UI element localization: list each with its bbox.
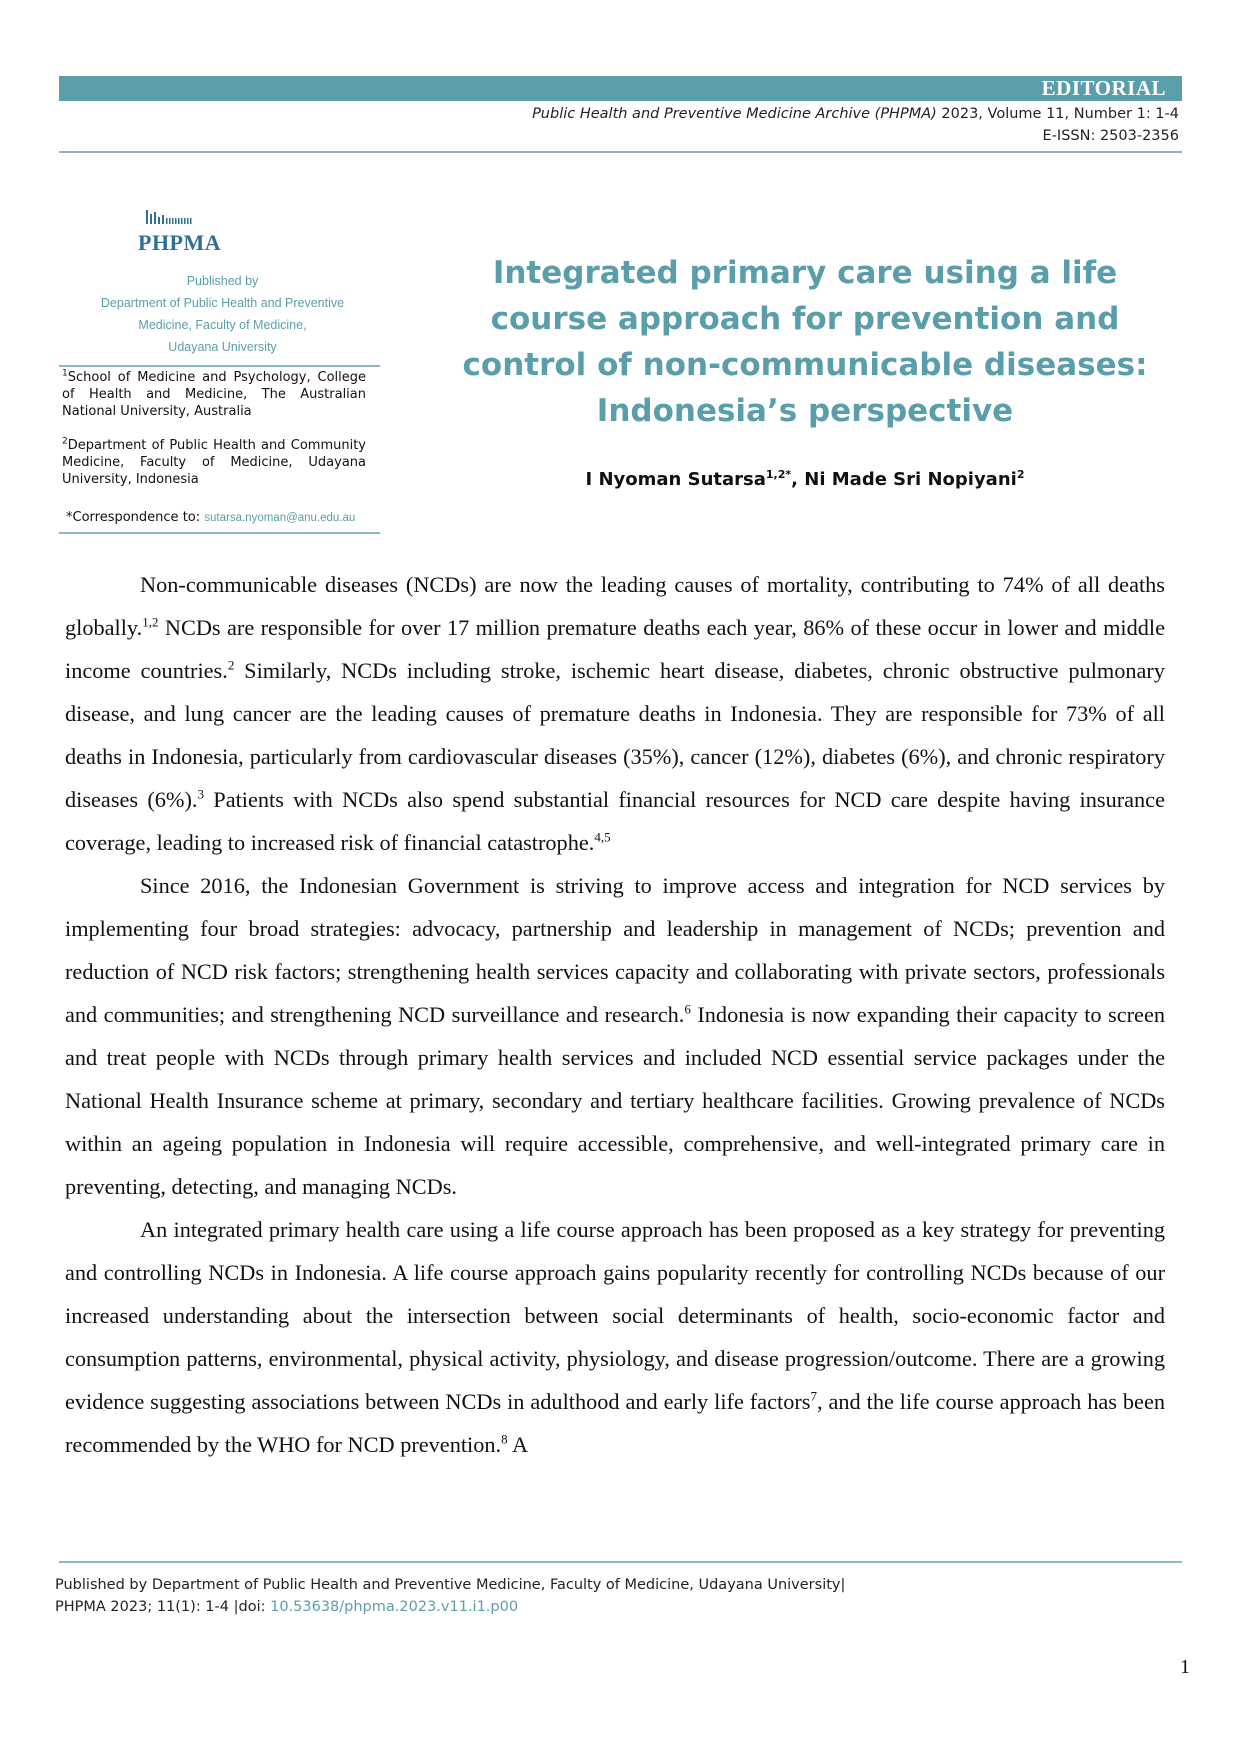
affiliation-1-mark: 1 [62,368,68,379]
author-separator: , [791,469,805,490]
citation-ref[interactable]: 1,2 [142,614,159,630]
affiliation-1-text: School of Medicine and Psychology, College of Health and Medicine, The Australian National University, Australia [62,370,366,419]
footer-divider [59,1561,1182,1563]
article-body [65,563,1165,1466]
article-title: Integrated primary care using a life course approach for prevention and control of non-communicable diseases: Indonesia’s perspective [462,255,1148,429]
page-footer [55,1574,845,1618]
body-text: Since 2016, the Indonesian Government is striving to improve access and integration for NCD services by implementing four broad strategies: advocacy, partnership and leadership in management of NCDs; prevention and reduction of NCD risk factors; strengthening health services capacity and collaborating with private sectors, professionals and communities; and strengthening NCD surveillance and research. [65,873,1165,1027]
sidebar-divider-bottom [59,532,380,534]
citation-ref[interactable]: 3 [197,786,204,802]
body-paragraph-1 [65,563,1165,864]
page-number: 1 [1180,1656,1190,1678]
footer-citation [55,1596,845,1618]
header-divider [59,151,1182,153]
author-name: I Nyoman Sutarsa [585,469,766,490]
publisher-line: Published by [186,274,259,288]
publisher-line: Udayana University [168,340,277,354]
body-text: Patients with NCDs also spend substantial financial resources for NCD care despite having insurance coverage, leading to increased risk of financial catastrophe. [65,787,1165,855]
journal-issn: E-ISSN: 2503-2356 [1042,128,1179,144]
author-name: Ni Made Sri Nopiyani [804,469,1017,490]
author-affiliation-marks: 1,2* [765,468,792,481]
body-text: Indonesia is now expanding their capacity to screen and treat people with NCDs through primary health services and included NCD essential service packages under the National Health Insurance scheme at primary, secondary and tertiary healthcare facilities. Growing prevalence of NCDs within an ageing population in Indonesia will require accessible, comprehensive, and well-integrated primary care in preventing, detecting, and managing NCDs. [65,1002,1165,1199]
publisher-line: Medicine, Faculty of Medicine, [138,318,307,332]
publisher-block [60,270,385,358]
doi-link[interactable]: 10.53638/phpma.2023.v11.i1.p00 [270,1599,519,1615]
affiliation-2 [62,437,366,488]
journal-issue: 2023, Volume 11, Number 1: 1-4 [936,106,1179,122]
author-list [500,468,1110,492]
citation-ref[interactable]: 7 [810,1388,817,1404]
affiliation-2-text: Department of Public Health and Community Medicine, Faculty of Medicine, Udayana University, Indonesia [62,438,366,487]
sidebar-divider-top [59,365,380,367]
publisher-line: Department of Public Health and Preventive [100,296,345,310]
affiliation-2-mark: 2 [62,436,68,447]
citation-ref[interactable]: 2 [227,657,235,673]
correspondence-label: *Correspondence to: [66,510,205,525]
citation-ref[interactable]: 4,5 [594,829,611,845]
correspondence [66,509,355,527]
citation-ref[interactable]: 8 [501,1431,508,1447]
body-text: NCDs are responsible for over 17 million premature deaths each year, 86% of these occur in lower and middle income countries. [65,615,1165,683]
affiliation-1 [62,369,366,420]
correspondence-email-link[interactable]: sutarsa.nyoman@anu.edu.au [204,512,356,524]
body-text: Similarly, NCDs including stroke, ischemic heart disease, diabetes, chronic obstructive pulmonary disease, and lung cancer are the leading causes of premature deaths in Indonesia. They are responsible for 73% of all deaths in Indonesia, particularly from cardiovascular diseases (35%), cancer (12%), diabetes (6%), and chronic respiratory diseases (6%). [65,658,1165,812]
journal-citation [532,104,1179,124]
section-label: EDITORIAL [1041,76,1166,100]
citation-ref[interactable]: 6 [684,1001,691,1017]
logo-text: PHPMA [138,230,222,255]
author-affiliation-marks: 2 [1016,468,1025,481]
body-text: A [507,1432,529,1457]
journal-name: Public Health and Preventive Medicine Archive (PHPMA) [532,106,937,122]
body-text: Non-communicable diseases (NCDs) are now the leading causes of mortality, contributing to 74% of all deaths globally. [65,572,1165,640]
body-text: , and the life course approach has been recommended by the WHO for NCD prevention. [65,1389,1165,1457]
body-text: An integrated primary health care using a life course approach has been proposed as a key strategy for preventing and controlling NCDs in Indonesia. A life course approach gains popularity recently for controlling NCDs because of our increased understanding about the intersection between social determinants of health, socio-economic factor and consumption patterns, environmental, physical activity, physiology, and disease progression/outcome. There are a growing evidence suggesting associations between NCDs in adulthood and early life factors [65,1217,1165,1414]
section-banner [59,76,1182,101]
body-paragraph-2 [65,864,1165,1208]
footer-publisher: Published by Department of Public Health and Preventive Medicine, Faculty of Medicine, Udayana University| [55,1577,846,1593]
footer-citation-prefix: PHPMA 2023; 11(1): 1-4 |doi: [55,1599,271,1615]
body-paragraph-3 [65,1208,1165,1466]
